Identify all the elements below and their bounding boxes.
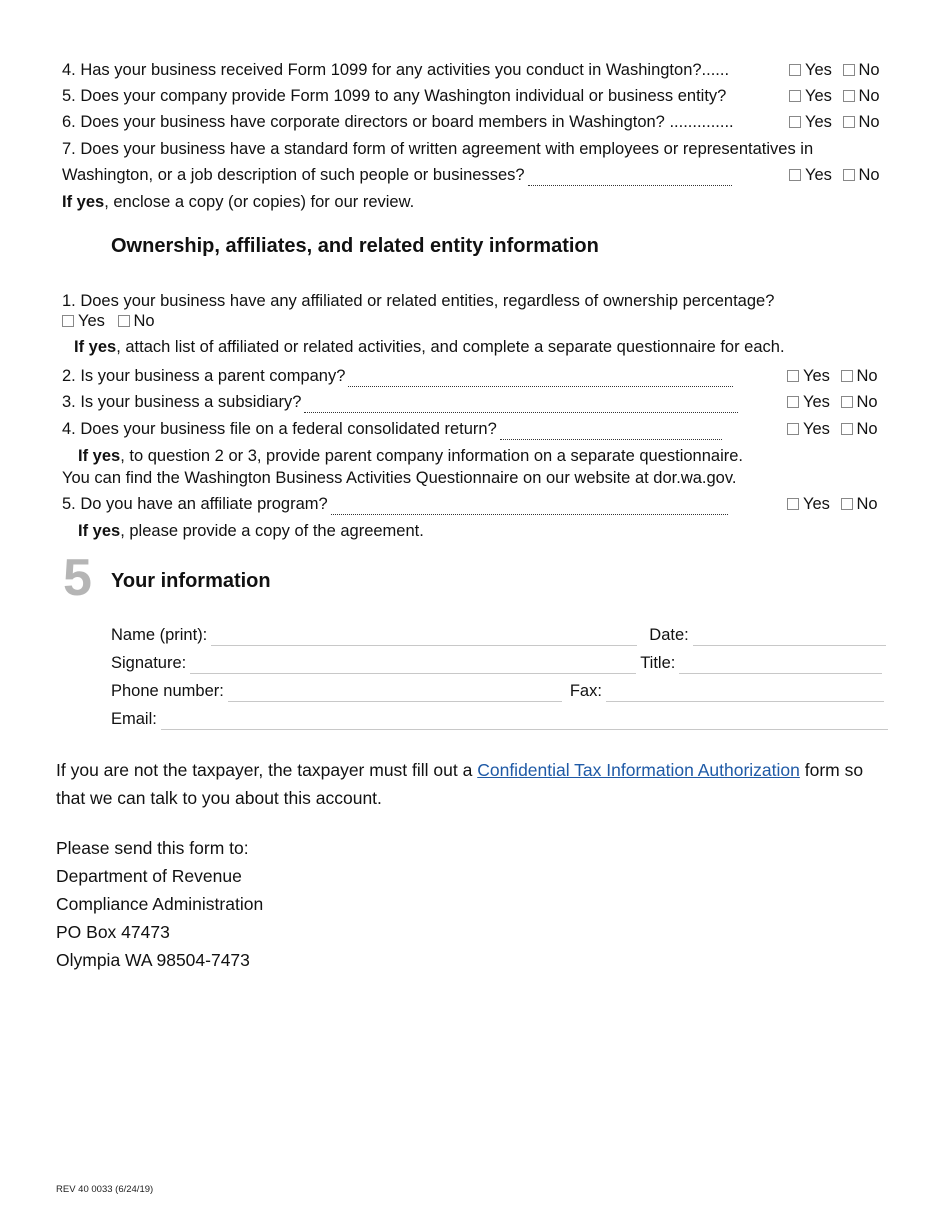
ownership-q3-yes-no: [787, 391, 878, 414]
checkbox-icon[interactable]: [789, 169, 801, 181]
signature-label: Signature:: [111, 654, 187, 672]
q7-yes-option[interactable]: Yes: [789, 164, 832, 186]
checkbox-icon[interactable]: [841, 370, 853, 382]
checkbox-icon[interactable]: [841, 423, 853, 435]
email-label: Email:: [111, 710, 157, 728]
mailing-division: Compliance Administration: [56, 894, 264, 914]
question-7-line2: Washington, or a job description of such people or businesses?: [62, 164, 732, 186]
dot-leader: [500, 426, 722, 440]
checkbox-icon[interactable]: [787, 498, 799, 510]
dot-leader: [348, 373, 733, 387]
ownership-q5-yes-no: [787, 493, 878, 516]
ownership-q2-yes-option[interactable]: Yes: [787, 365, 830, 387]
dot-leader: [528, 172, 732, 186]
ownership-q2-yes-no: [787, 365, 878, 388]
ownership-q2-no-option[interactable]: No: [841, 365, 878, 387]
signature-field[interactable]: [190, 658, 636, 674]
mailing-intro: Please send this form to:: [56, 838, 249, 858]
checkbox-icon[interactable]: [789, 116, 801, 128]
q7-yes-no: [789, 164, 880, 187]
checkbox-icon[interactable]: [787, 370, 799, 382]
q6-yes-no: [789, 111, 880, 134]
ownership-q5-no-option[interactable]: No: [841, 493, 878, 515]
form-number-footer: REV 40 0033 (6/24/19): [56, 1184, 154, 1195]
ownership-heading: Ownership, affiliates, and related entity information: [111, 235, 599, 257]
signature-title-row: [111, 652, 882, 674]
email-row: [111, 708, 888, 730]
q4-no-option[interactable]: No: [843, 59, 880, 81]
ownership-question-1: 1. Does your business have any affiliated or related entities, regardless of ownership percentage?: [62, 292, 775, 310]
q6-no-option[interactable]: No: [843, 111, 880, 133]
checkbox-icon[interactable]: [841, 396, 853, 408]
taxpayer-note-line2: that we can talk to you about this account.: [56, 788, 382, 808]
ownership-q4-instruction: If yes, to question 2 or 3, provide parent company information on a separate questionnaire.: [78, 447, 744, 465]
ownership-q5-instruction: If yes, please provide a copy of the agreement.: [78, 522, 424, 540]
q7-no-option[interactable]: No: [843, 164, 880, 186]
q5-no-option[interactable]: No: [843, 85, 880, 107]
dot-leader: [304, 399, 738, 413]
checkbox-icon[interactable]: [843, 169, 855, 181]
ownership-q4-yes-no: [787, 418, 878, 441]
q4-yes-option[interactable]: Yes: [789, 59, 832, 81]
question-4-1099-received: 4. Has your business received Form 1099 for any activities you conduct in Washington?......: [62, 61, 730, 79]
title-label: Title:: [640, 654, 676, 672]
title-field[interactable]: [679, 658, 882, 674]
ownership-q3-yes-option[interactable]: Yes: [787, 391, 830, 413]
ownership-q1-yes-option[interactable]: Yes: [62, 310, 105, 332]
q4-yes-no: [789, 59, 880, 82]
question-7-line1: 7. Does your business have a standard form of written agreement with employees or representatives in: [62, 140, 814, 158]
taxpayer-note-line1: If you are not the taxpayer, the taxpayer must fill out a Confidential Tax Information Authorization form so: [56, 760, 864, 780]
ownership-q1-options: [62, 310, 163, 333]
ownership-q1-no-option[interactable]: No: [118, 310, 155, 332]
q5-yes-no: [789, 85, 880, 108]
name-field[interactable]: [211, 630, 637, 646]
ownership-q5-yes-option[interactable]: Yes: [787, 493, 830, 515]
name-label: Name (print):: [111, 626, 208, 644]
checkbox-icon[interactable]: [787, 396, 799, 408]
name-date-row: [111, 624, 886, 646]
checkbox-icon[interactable]: [62, 315, 74, 327]
mailing-po-box: PO Box 47473: [56, 922, 170, 942]
ownership-q4-yes-option[interactable]: Yes: [787, 418, 830, 440]
your-information-heading: Your information: [111, 570, 271, 592]
checkbox-icon[interactable]: [843, 116, 855, 128]
ownership-question-2: 2. Is your business a parent company?: [62, 365, 733, 387]
fax-label: Fax:: [569, 682, 602, 700]
ownership-question-5: 5. Do you have an affiliate program?: [62, 493, 728, 515]
question-5-provide-1099: 5. Does your company provide Form 1099 to any Washington individual or business entity?: [62, 87, 727, 105]
ownership-q4-website-note: You can find the Washington Business Activities Questionnaire on our website at dor.wa.gov.: [62, 469, 737, 487]
email-field[interactable]: [161, 714, 888, 730]
q6-yes-option[interactable]: Yes: [789, 111, 832, 133]
ownership-question-4: 4. Does your business file on a federal consolidated return?: [62, 418, 722, 440]
ownership-q4-no-option[interactable]: No: [841, 418, 878, 440]
checkbox-icon[interactable]: [118, 315, 130, 327]
date-field[interactable]: [693, 630, 886, 646]
mailing-department: Department of Revenue: [56, 866, 242, 886]
dot-leader: [331, 501, 728, 515]
mailing-city-zip: Olympia WA 98504-7473: [56, 950, 250, 970]
q7-instruction: If yes, enclose a copy (or copies) for our review.: [62, 193, 415, 211]
checkbox-icon[interactable]: [841, 498, 853, 510]
checkbox-icon[interactable]: [789, 90, 801, 102]
phone-field[interactable]: [228, 686, 562, 702]
phone-label: Phone number:: [111, 682, 224, 700]
ownership-q1-instruction: If yes, attach list of affiliated or related activities, and complete a separate questionnaire for each.: [74, 338, 785, 356]
date-label: Date:: [649, 626, 689, 644]
confidential-tax-authorization-link[interactable]: Confidential Tax Information Authorization: [477, 760, 800, 780]
checkbox-icon[interactable]: [843, 90, 855, 102]
checkbox-icon[interactable]: [789, 64, 801, 76]
section-number: 5: [63, 549, 92, 607]
fax-field[interactable]: [606, 686, 884, 702]
question-6-directors: 6. Does your business have corporate directors or board members in Washington? ..............: [62, 113, 734, 131]
checkbox-icon[interactable]: [843, 64, 855, 76]
phone-fax-row: [111, 680, 884, 702]
checkbox-icon[interactable]: [787, 423, 799, 435]
ownership-q3-no-option[interactable]: No: [841, 391, 878, 413]
q5-yes-option[interactable]: Yes: [789, 85, 832, 107]
ownership-question-3: 3. Is your business a subsidiary?: [62, 391, 738, 413]
